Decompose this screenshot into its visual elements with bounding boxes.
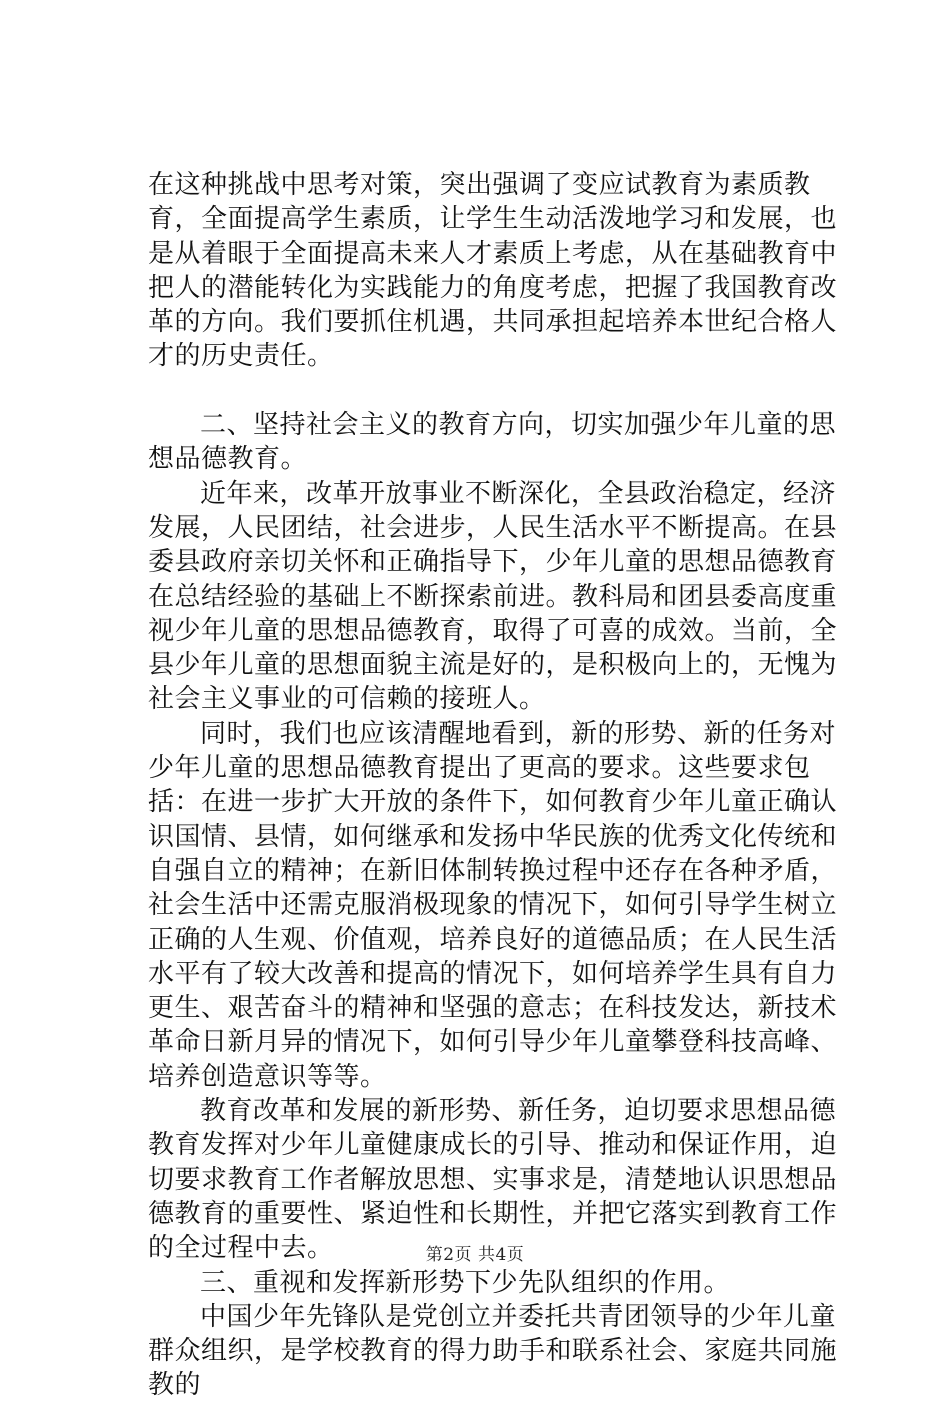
paragraph-spacer	[148, 374, 838, 408]
paragraph-new-requirements: 同时，我们也应该清醒地看到，新的形势、新的任务对少年儿童的思想品德教育提出了更高的要求。这些要求包括：在进一步扩大开放的条件下，如何教育少年儿童正确认识国情、县情，如何继承和发扬中华民族的优秀文化传统和自强自立的精神；在新旧体制转换过程中还存在各种矛盾，社会生活中还需克服消极现象的情况下，如何引导学生树立正确的人生观、价值观，培养良好的道德品质；在人民生活水平有了较大改善和提高的情况下，如何培养学生具有自力更生、艰苦奋斗的精神和坚强的意志；在科技发达，新技术革命日新月异的情况下，如何引导少年儿童攀登科技高峰、培养创造意识等等。	[148, 718, 838, 1092]
paragraph-recent-years: 近年来，改革开放事业不断深化，全县政治稳定，经济发展，人民团结，社会进步，人民生活水平不断提高。在县委县政府亲切关怀和正确指导下，少年儿童的思想品德教育在总结经验的基础上不断探索前进。教科局和团县委高度重视少年儿童的思想品德教育，取得了可喜的成效。当前，全县少年儿童的思想面貌主流是好的，是积极向上的，无愧为社会主义事业的可信赖的接班人。	[148, 478, 838, 715]
section-heading-two: 二、坚持社会主义的教育方向，切实加强少年儿童的思想品德教育。	[148, 410, 837, 475]
document-body	[148, 168, 838, 1403]
paragraph-intro-continued: 在这种挑战中思考对策，突出强调了变应试教育为素质教育，全面提高学生素质，让学生生动活泼地学习和发展，也是从着眼于全面提高未来人才素质上考虑，从在基础教育中把人的潜能转化为实践能力的角度考虑，把握了我国教育改革的方向。我们要抓住机遇，共同承担起培养本世纪合格人才的历史责任。	[148, 170, 838, 372]
paragraph-reform-urgency: 教育改革和发展的新形势、新任务，迫切要求思想品德教育发挥对少年儿童健康成长的引导、推动和保证作用，迫切要求教育工作者解放思想、实事求是，清楚地认识思想品德教育的重要性、紧迫性和长期性，并把它落实到教育工作的全过程中去。	[148, 1096, 838, 1264]
section-heading-three: 三、重视和发挥新形势下少先队组织的作用。	[200, 1267, 731, 1298]
page-footer	[0, 1240, 950, 1265]
paragraph-young-pioneers: 中国少年先锋队是党创立并委托共青团领导的少年儿童群众组织，是学校教育的得力助手和联系社会、家庭共同施教的	[148, 1301, 838, 1401]
page-number-label: 第2页 共4页	[425, 1245, 525, 1265]
